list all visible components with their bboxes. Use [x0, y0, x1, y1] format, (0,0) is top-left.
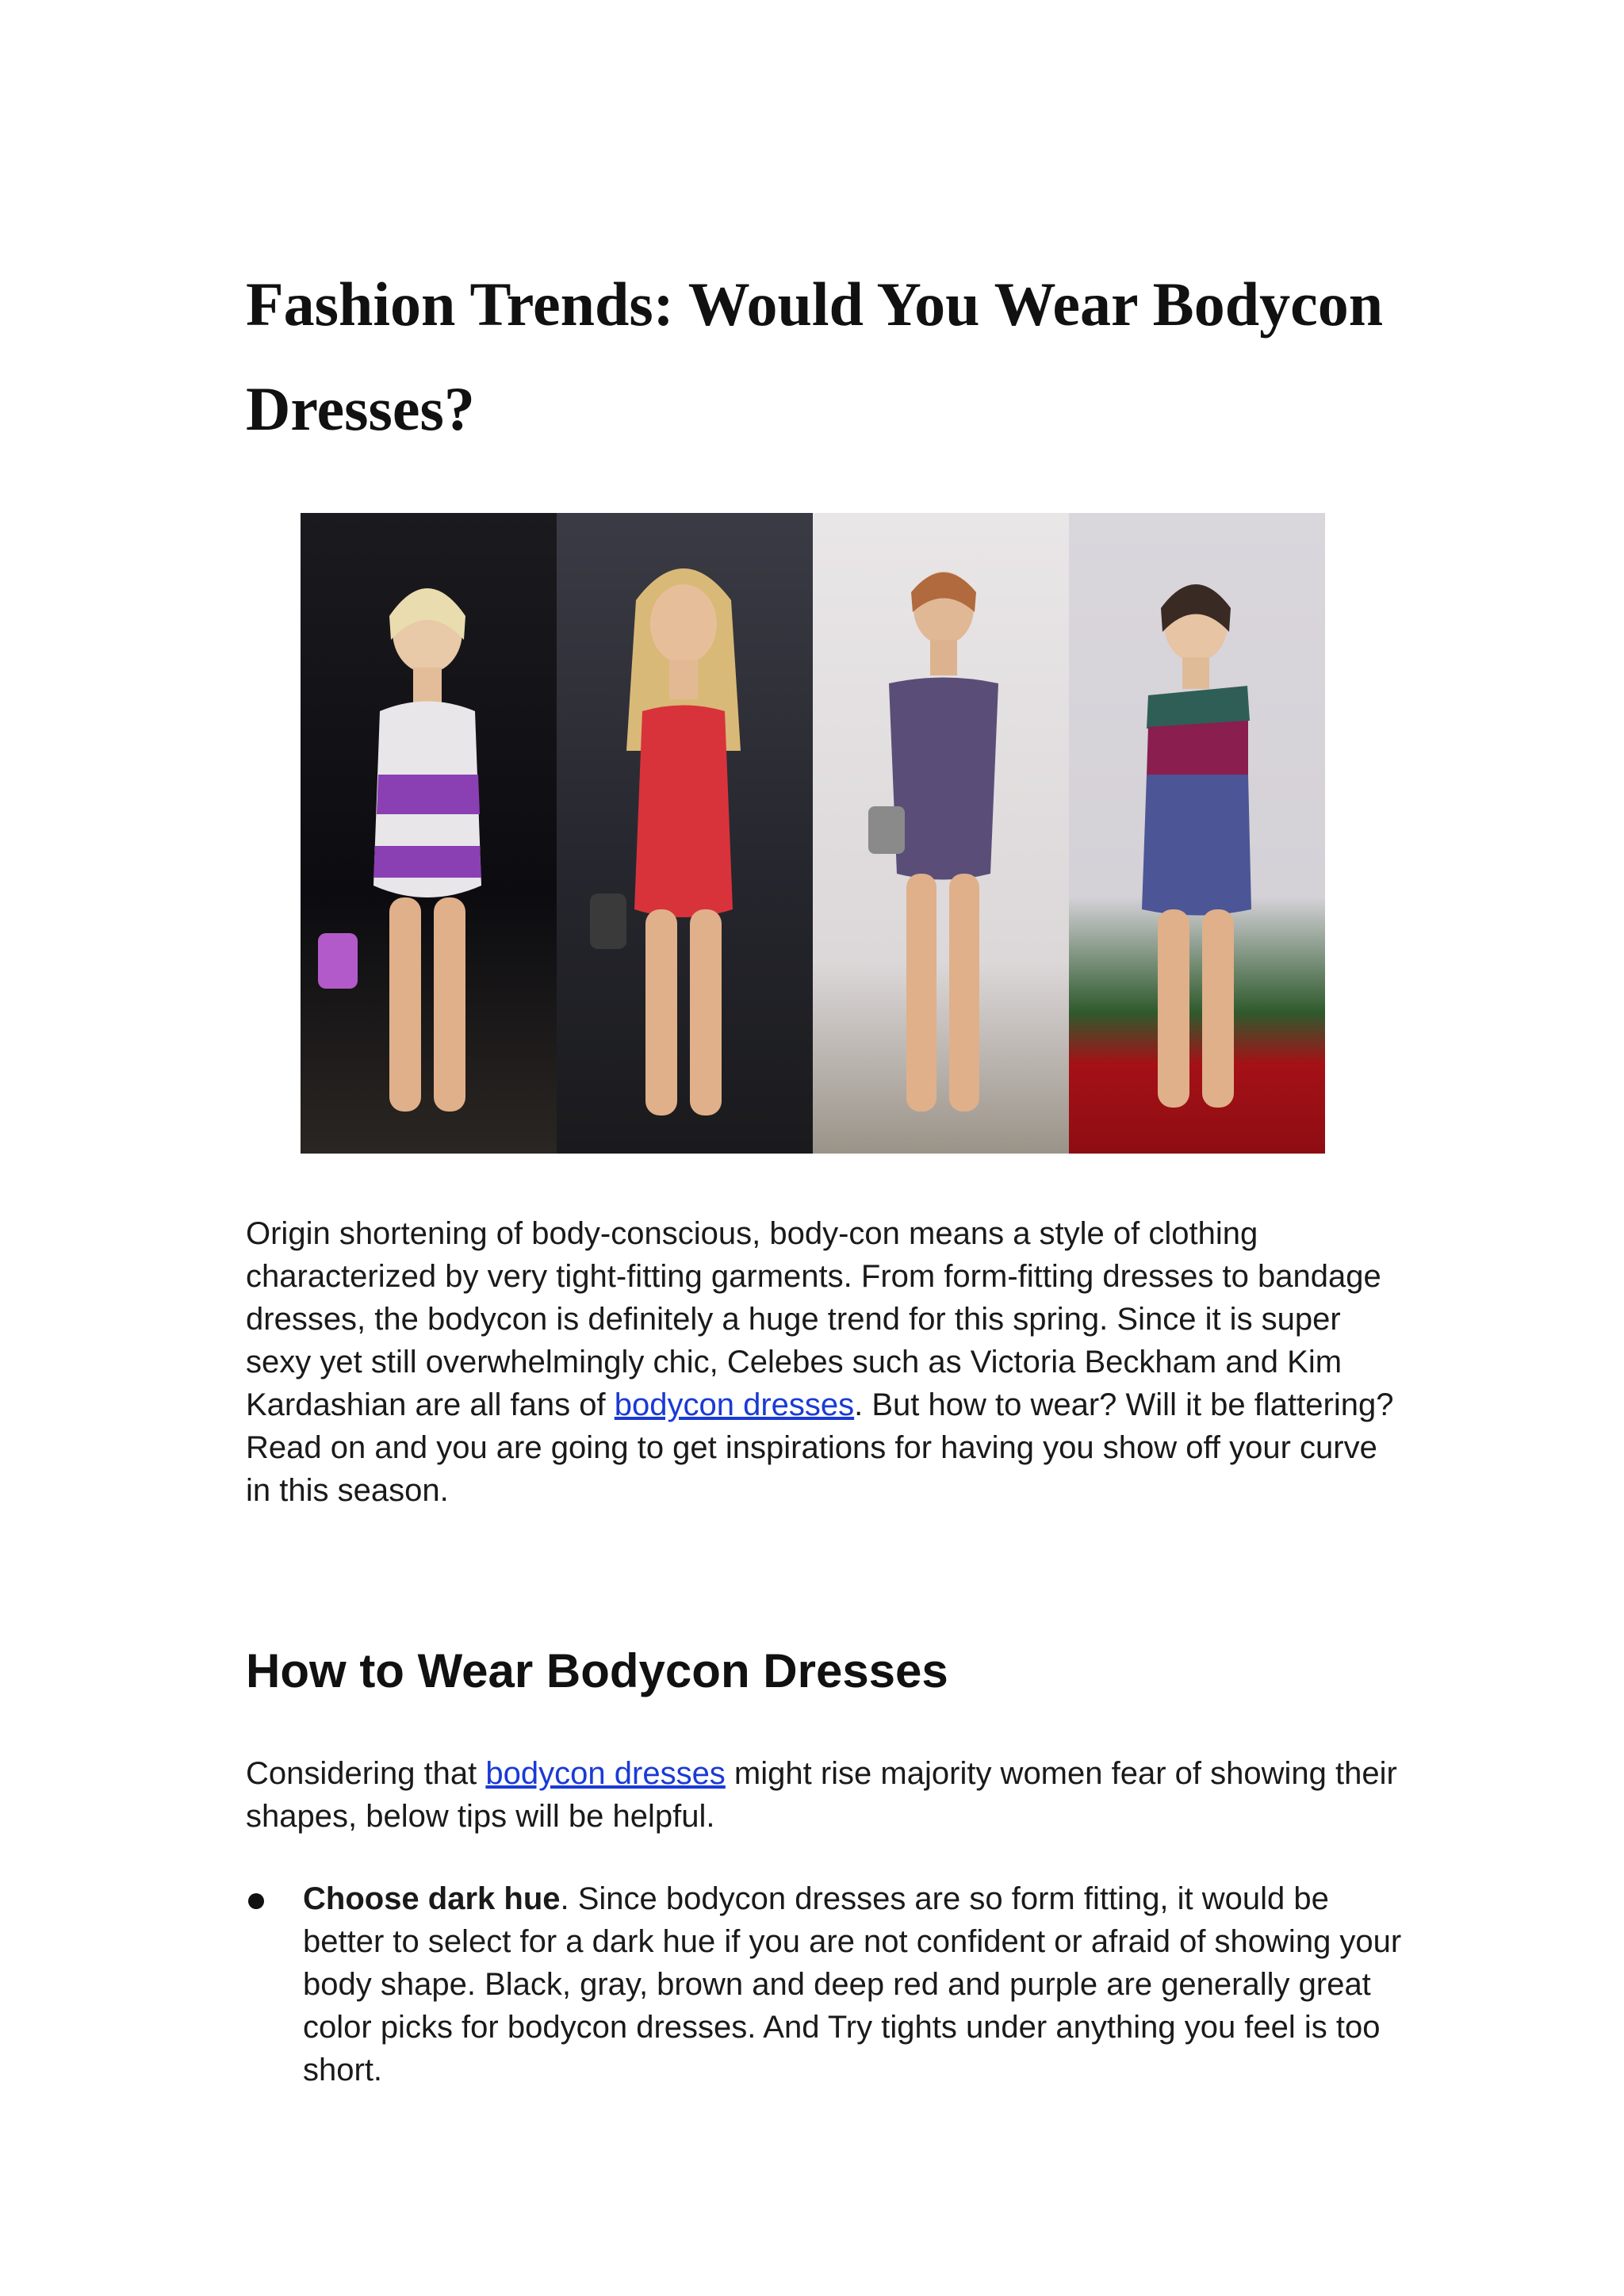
hero-photo-collage — [301, 513, 1325, 1154]
section-heading: How to Wear Bodycon Dresses — [246, 1644, 948, 1697]
intro-text-end: . But how to wear? Will it be flattering? Read on and you are going to get inspirations for having you show off your curve in this season. — [246, 1387, 1394, 1508]
figure-1 — [301, 513, 557, 1154]
section-text-start: Considering that — [246, 1756, 486, 1791]
bodycon-dresses-link-2[interactable]: bodycon dresses — [485, 1756, 726, 1791]
bullet-icon — [248, 1893, 264, 1909]
photo-2 — [557, 513, 813, 1154]
page-title: Fashion Trends: Would You Wear Bodycon Dresses? — [246, 270, 1384, 443]
photo-1 — [301, 513, 557, 1154]
figure-4 — [1069, 513, 1325, 1154]
photo-3 — [813, 513, 1069, 1154]
section-paragraph — [246, 1752, 1404, 1838]
bullet-body: . Since bodycon dresses are so form fitting, it would be better to select for a dark hue if you are not confident or afraid of showing your body shape. Black, gray, brown and deep red and purple are generally great color picks for bodycon dresses. And Try tights under anything you feel is too short. — [303, 1881, 1402, 2087]
figure-3 — [813, 513, 1069, 1154]
bullet-bold-lead: Choose dark hue — [303, 1881, 561, 1916]
intro-text-start: Origin shortening of body-conscious, body-con means a style of clothing characterized by very tight-fitting garments. From form-fitting dresses to bandage dresses, the bodycon is definitely a huge trend for this spring. Since it is super sexy yet still overwhelmingly chic, Celebes such as Victoria Beckham and Kim Kardashian are all fans of — [246, 1216, 1381, 1422]
section-text-end: might rise majority women fear of showing their shapes, below tips will be helpful. — [246, 1756, 1397, 1834]
bodycon-dresses-link[interactable]: bodycon dresses — [614, 1387, 855, 1422]
figure-2 — [557, 513, 813, 1154]
bullet-text — [303, 1877, 1405, 2091]
photo-4 — [1069, 513, 1325, 1154]
intro-paragraph — [246, 1212, 1404, 1512]
